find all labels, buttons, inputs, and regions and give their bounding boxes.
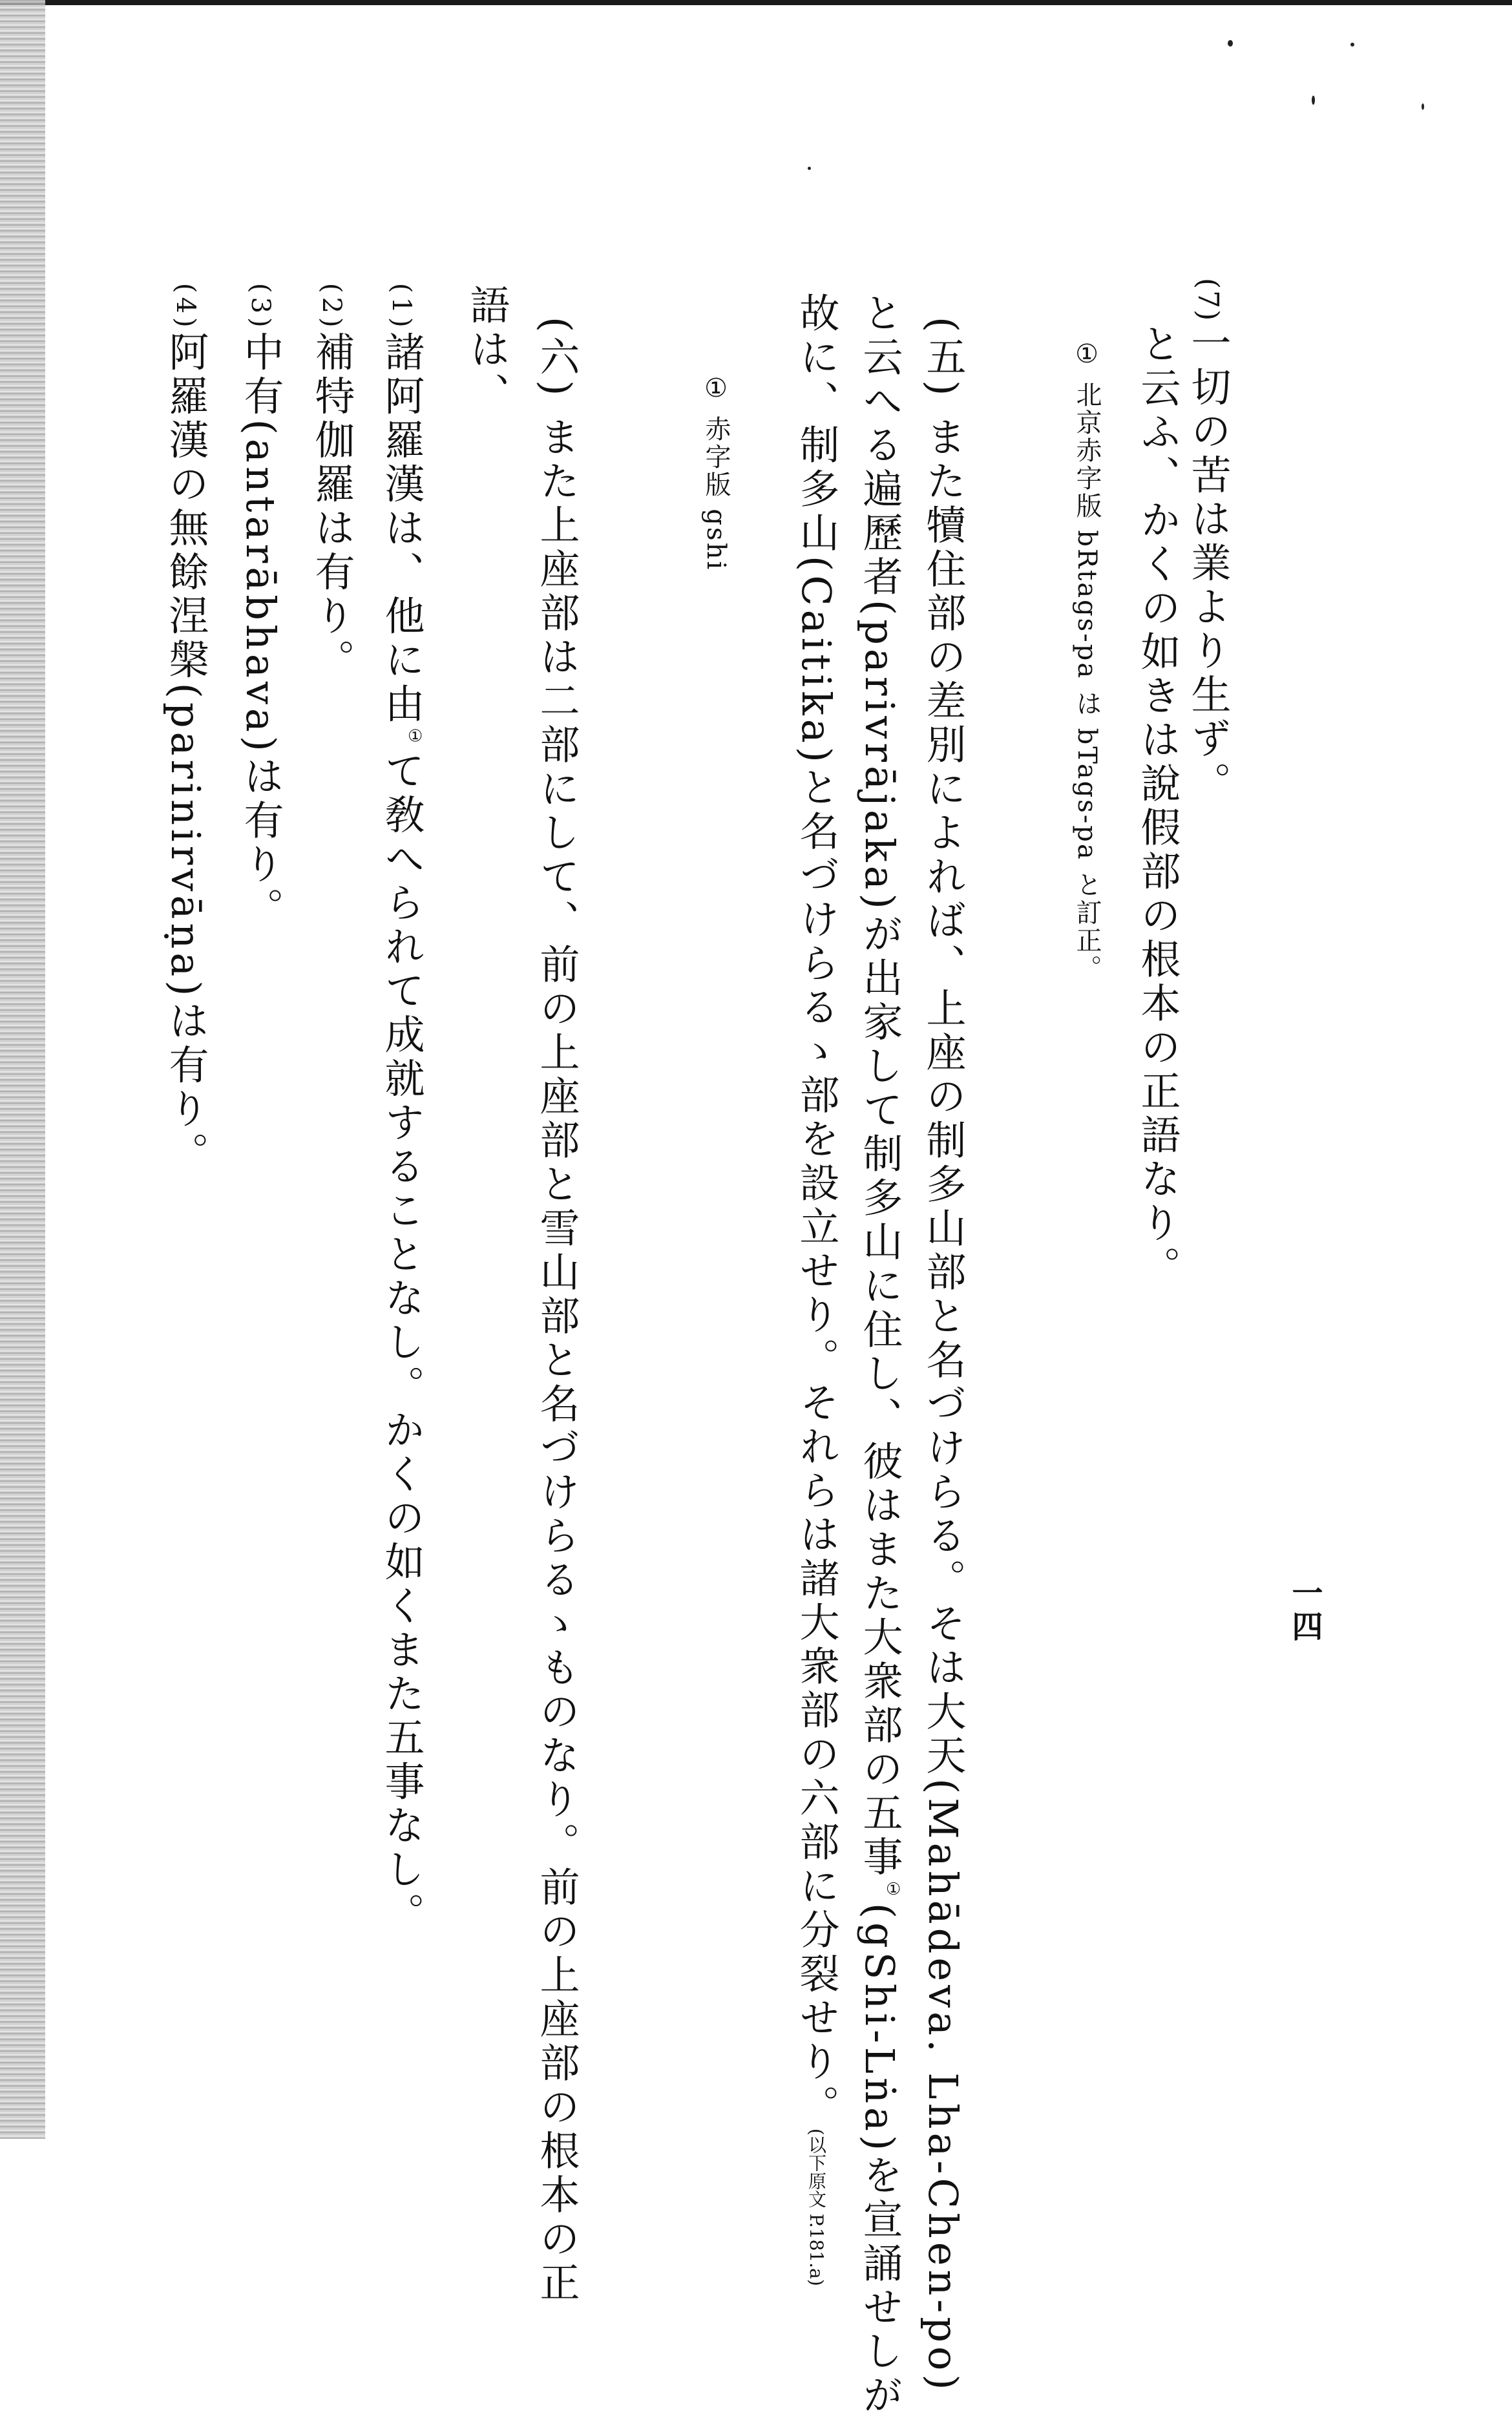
- section6-marker: (六): [533, 317, 580, 400]
- page-number: 一四: [1286, 1577, 1323, 1644]
- scan-border-left: [0, 0, 45, 2139]
- list-text: 諸阿羅漢は、他に由: [378, 331, 425, 727]
- speck: [808, 167, 811, 170]
- section6-line1: [533, 317, 580, 2306]
- section6-line1-text: また上座部は二部にして、前の上座部と雪山部と名づけらるゝものなり。前の上座部の根本の正: [533, 416, 580, 2306]
- section5-footnote: [703, 373, 729, 571]
- section5-note-text: 赤字版 gshi: [701, 415, 731, 572]
- section7-heading: [1184, 278, 1232, 806]
- speck: [1312, 96, 1315, 105]
- section7-marker: (7): [1192, 278, 1224, 322]
- footnote-ref: ①: [883, 1879, 903, 1903]
- section5-line1: [919, 317, 967, 2394]
- scan-border-top: [0, 0, 1512, 5]
- section5-line2-text-b: (gShi-Lṅa)を宣誦せしが: [856, 1902, 903, 2418]
- list-item: [237, 283, 284, 931]
- list-number: (1): [386, 283, 416, 331]
- section5-marker: (五): [919, 317, 967, 400]
- speck: [1350, 43, 1354, 47]
- section7-note-marker: ①: [1072, 339, 1102, 371]
- list-item: [162, 283, 209, 1176]
- list-text: 補特伽羅は有り。: [308, 331, 355, 683]
- section5-line2: [856, 292, 903, 2418]
- speck: [1422, 103, 1424, 110]
- list-item: [378, 283, 425, 1937]
- section6-line2: 語は、: [463, 284, 510, 416]
- section7-footnote: [1074, 339, 1100, 982]
- list-number: (4): [171, 283, 200, 331]
- section5-line1-text: また犢住部の差別によれば、上座の制多山部と名づけらる。そは大天(Mahādeva. Lha-Chen-po): [919, 416, 967, 2394]
- section7-note-text: 北京赤字版 bRtags-pa は bTags-pa と訂正。: [1072, 381, 1102, 983]
- speck: [1228, 40, 1233, 47]
- list-item: [308, 283, 355, 683]
- section5-line2-text-a: と云へる遍歷者(parivrājaka)が出家して制多山に住し、彼はまた大衆部の五事: [856, 292, 903, 1880]
- list-number: (2): [317, 283, 346, 331]
- section7-line2: と云ふ、かくの如きは說假部の根本の正語なり。: [1134, 323, 1181, 1290]
- section5-line3-text: 故に、制多山(Caitika)と名づけらるゝ部を設立せり。それらは諸大衆部の六部に分裂せり。: [793, 292, 840, 2129]
- section5-note-marker: ①: [701, 373, 731, 405]
- list-text: て敎へられて成就することなし。かくの如くまた五事なし。: [378, 750, 425, 1937]
- section7-text: 一切の苦は業より生ず。: [1184, 322, 1232, 806]
- section5-line3: [793, 292, 840, 2286]
- list-number: (3): [246, 283, 275, 331]
- list-text: 中有(antarābhava)は有り。: [237, 331, 284, 931]
- source-reference: (以下原文 P.181.a): [806, 2128, 827, 2286]
- list-text: 阿羅漢の無餘涅槃(parinirvāṇa)は有り。: [162, 331, 209, 1176]
- footnote-ref: ①: [405, 726, 425, 750]
